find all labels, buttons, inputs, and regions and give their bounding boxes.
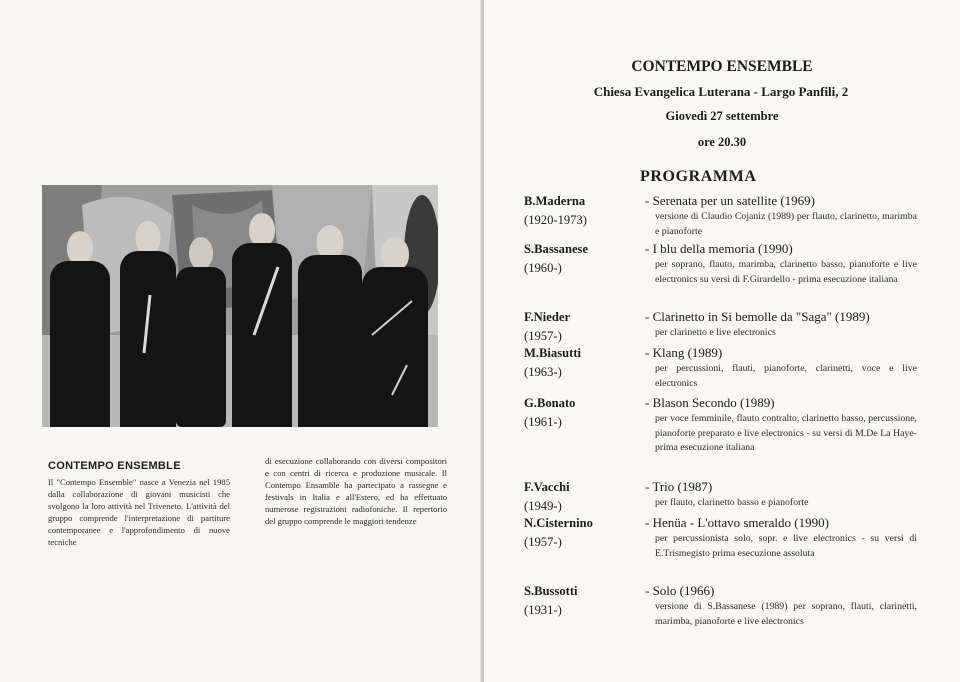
work bbox=[645, 308, 917, 341]
composer-years: (1960-) bbox=[524, 261, 562, 275]
work-description: per percussioni, flauti, pianoforte, clarinetti, voce e live electronics bbox=[655, 363, 917, 389]
composer bbox=[524, 514, 634, 552]
composer-name: F.Vacchi bbox=[524, 480, 570, 494]
concert-ensemble-title: CONTEMPO ENSEMBLE bbox=[631, 58, 813, 75]
composer bbox=[524, 478, 634, 516]
work-title: - Henüa - L'ottavo smeraldo (1990) bbox=[645, 515, 829, 530]
work-description: per clarinetto e live electronics bbox=[655, 327, 776, 338]
ensemble-photo bbox=[42, 185, 438, 427]
about-text-col2: di esecuzione collaborando con diversi compositori e con centri di ricerca e produzione musicale. Il Contempo Ensamble ha partecipato a rassegne e festivals in Italia e all'Estero, ed ha effettuato numerose registrazioni radiofoniche. Il repertorio del gruppo comprende le maggiori tendenze bbox=[265, 456, 447, 526]
composer-name: S.Bussotti bbox=[524, 584, 578, 598]
work-title: - Klang (1989) bbox=[645, 345, 723, 360]
work-description: per soprano, flauto, marimba, clarinetto basso, pianoforte e live electronics su versi di F.Girardello - prima esecuzione italiana bbox=[655, 259, 917, 285]
composer-name: S.Bassanese bbox=[524, 242, 589, 256]
work-title: - Serenata per un satellite (1969) bbox=[645, 193, 816, 208]
composer-name: B.Maderna bbox=[524, 194, 586, 208]
composer-name: M.Biasutti bbox=[524, 346, 582, 360]
work-title: - Blason Secondo (1989) bbox=[645, 395, 775, 410]
composer-years: (1957-) bbox=[524, 329, 562, 343]
work bbox=[645, 478, 917, 511]
work-title: - Trio (1987) bbox=[645, 479, 713, 494]
composer bbox=[524, 344, 634, 382]
work bbox=[645, 240, 917, 287]
composer bbox=[524, 240, 634, 278]
composer bbox=[524, 192, 634, 230]
work-title: - I blu della memoria (1990) bbox=[645, 241, 793, 256]
work bbox=[645, 192, 917, 239]
composer-years: (1957-) bbox=[524, 535, 562, 549]
composer-name: G.Bonato bbox=[524, 396, 576, 410]
work bbox=[645, 394, 917, 456]
work-title: - Solo (1966) bbox=[645, 583, 715, 598]
composer-years: (1920-1973) bbox=[524, 213, 587, 227]
composer-years: (1961-) bbox=[524, 415, 562, 429]
work-title: - Clarinetto in Si bemolle da "Saga" (1989) bbox=[645, 309, 870, 324]
work bbox=[645, 514, 917, 561]
work-description: versione di Claudio Cojaniz (1989) per flauto, clarinetto, marimba e pianoforte bbox=[655, 211, 917, 237]
concert-date: Giovedì 27 settembre bbox=[665, 109, 779, 123]
programma-heading: PROGRAMMA bbox=[640, 168, 757, 185]
work-description: per flauto, clarinetto basso e pianoforte bbox=[655, 497, 809, 508]
concert-time: ore 20.30 bbox=[697, 135, 747, 149]
composer-years: (1963-) bbox=[524, 365, 562, 379]
work-description: per voce femminile, flauto contralto, clarinetto basso, percussione, pianoforte preparato e live electronics - su versi di M.De La Haye-prima esecuzione italiana bbox=[655, 413, 917, 454]
composer-years: (1949-) bbox=[524, 499, 562, 513]
composer bbox=[524, 582, 634, 620]
work-description: per percussionista solo, sopr. e live electronics - su versi di E.Trismegisto prima esecuzione assoluta bbox=[655, 533, 917, 559]
about-title: CONTEMPO ENSEMBLE bbox=[48, 460, 181, 472]
composer-name: N.Cisternino bbox=[524, 516, 593, 530]
composer-years: (1931-) bbox=[524, 603, 562, 617]
work-description: versione di S.Bassanese (1989) per soprano, flauti, clarinetti, marimba, pianoforte e live electronics bbox=[655, 601, 917, 627]
composer-name: F.Nieder bbox=[524, 310, 571, 324]
about-text-col1: Il "Contempo Ensemble" nasce a Venezia nel 1985 dalla collaborazione di giovani musicisti che svolgono la loro attività nel Triveneto. L'attività del gruppo comprende l'interpretazione di partiture contemporanee e l'approfondimento di nuove tecniche bbox=[48, 477, 230, 547]
instruments-overlay bbox=[42, 185, 438, 427]
work bbox=[645, 344, 917, 391]
concert-venue: Chiesa Evangelica Luterana - Largo Panfili, 2 bbox=[593, 84, 849, 99]
work bbox=[645, 582, 917, 629]
composer bbox=[524, 308, 634, 346]
composer bbox=[524, 394, 634, 432]
